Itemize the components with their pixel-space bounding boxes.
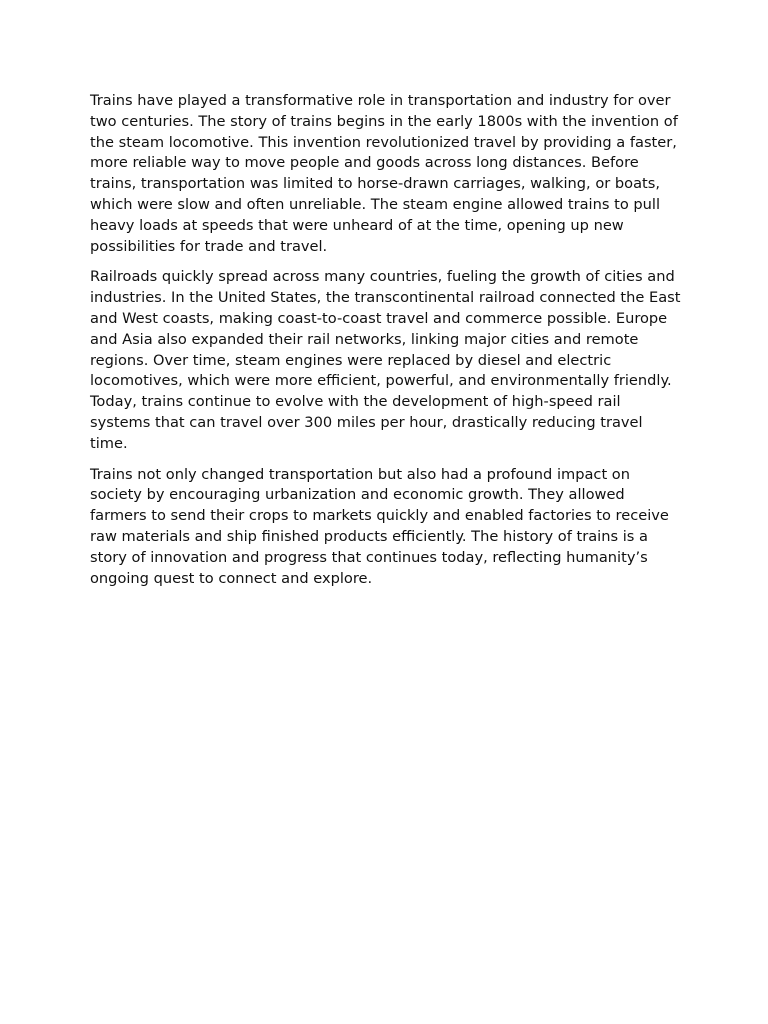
document-body bbox=[90, 91, 682, 599]
paragraph-3: Trains not only changed transportation but also had a profound impact on society by encouraging urbanization and economic growth. They allowed farmers to send their crops to markets quickly and enabled factories to receive raw materials and ship finished products efficiently. The history of trains is a story of innovation and progress that continues today, reflecting humanity’s ongoing quest to connect and explore. bbox=[90, 465, 669, 587]
paragraph-2: Railroads quickly spread across many countries, fueling the growth of cities and industries. In the United States, the transcontinental railroad connected the East and West coasts, making coast-to-coast travel and commerce possible. Europe and Asia also expanded their rail networks, linking major cities and remote regions. Over time, steam engines were replaced by diesel and electric locomotives, which were more efficient, powerful, and environmentally friendly. Today, trains continue to evolve with the development of high-speed rail systems that can travel over 300 miles per hour, drastically reducing travel time. bbox=[90, 268, 681, 452]
paragraph-1: Trains have played a transformative role in transportation and industry for over two centuries. The story of trains begins in the early 1800s with the invention of the steam locomotive. This invention revolutionized travel by providing a faster, more reliable way to move people and goods across long distances. Before trains, transportation was limited to horse-drawn carriages, walking, or boats, which were slow and often unreliable. The steam engine allowed trains to pull heavy loads at speeds that were unheard of at the time, opening up new possibilities for trade and travel. bbox=[90, 92, 678, 255]
